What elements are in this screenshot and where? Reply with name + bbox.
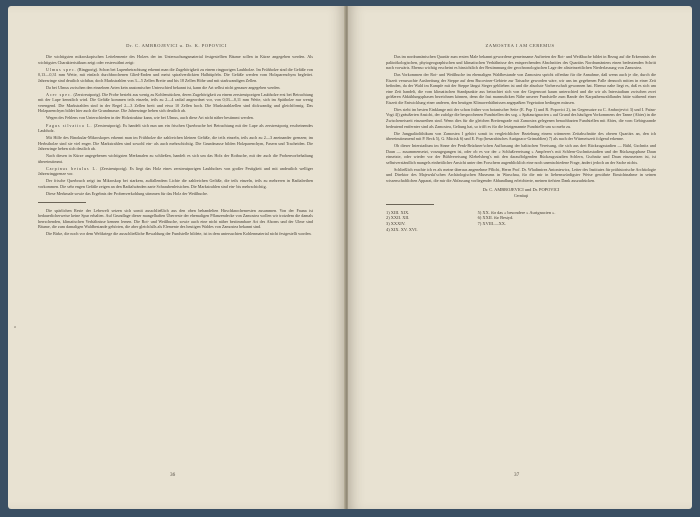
left-page: [8, 6, 345, 509]
taxon-term: Ulmus spec.: [46, 66, 77, 72]
right-page-number: 37: [514, 472, 520, 478]
left-paragraph: Acer spec. (Zerstreutporig). Die Probe besteht aus wenig zu Kohlenstücken, deren Zugehörigkeit zu einem zerstreutporigen Laubholze erst bei Betrachtung mit der Lupe kenntlich wird. Die Gefäße kommen teils einzeln, teils zu 2—4 radial angeordnet vor, von 0,03—0,11 mm Weite, sich im Spätholze nur wenig verengend. Die Markstrahlen sind in der Regel 2—3 Zellen breit und etwa 10 Zellen hoch. Die Markstrahlzellen sind dickwandig und gleichförmig. Das Holzparenchym bildet hier auch die Grundmasse. Die Jahresringe heben sich deutlich ab.: [38, 91, 313, 114]
left-paragraph: Fagus silvatica L. (Zerstreutporig). Es handelt sich nun um ein frischen Querbruche bei Betrachtung mit der Lupe als zerstreutporig erscheinendes Laubholz.: [38, 122, 313, 134]
footnotes-left-column: [386, 210, 418, 233]
footnote: 6) XXII. für Bestyd.: [477, 215, 514, 221]
footnote: 4) XIX. XV. XVI.: [386, 226, 418, 232]
left-paragraph: Ulmus spec. (Ringporig). Schon bei Lupenbetrachtung erkennt man die Zugehörigkeit zu einem ringporigen Laubholze. Im Frühholze sind die Gefäße von 0,13—0,31 mm Weite, mit einfach durchbrochenen Glied-Enden und meist spiralverdickten Halbtüpfeln. Die Gefäße werden vom Holzparenchym begleitet. Jahresringe sind deutlich sichtbar, doch Markstrahlen von 3—5 Zellen Breite und bis 18 Zellen Höhe und mit starkwandigen Zellen.: [38, 66, 313, 83]
footnote: 7) XVIII.—XX.: [477, 221, 507, 227]
right-paragraph: Dies steht im besten Einklange mit der schon früher von botanischer Seite (E. Pop 1) und R. Popovici 2), im Gegensatze zu C. Ambrojevici 3) und I. Paina-Vogt 4)) geäußerten Ansicht, der zufolge die besprochenen Fundstellen des sog. « Spätaurignacien » auf Grund des häufigen Vorkommens der Tanne (Abies) in die Zwischeneiszeit einzureihen sind. Wenn dies für die gleichen Breitengrade mit Zamostea gelegenen benachbarten Fundstellen mit Abies, die vom Gebirgsrande bedeutend entfernter sind als Zamostea, Geltung hat, so trifft es für die letztgenannte Fundstelle um so mehr zu.: [386, 106, 656, 129]
footnote: 5) XX. für das « besondere » Aurignacien ».: [477, 209, 556, 215]
left-paragraph: Diese Merkmale sowie das Ergebnis der Probenverkohlung stimmen für das Holz der Weißbuche.: [46, 191, 208, 197]
footnotes-right-column: [478, 210, 556, 233]
footnote-rule: [386, 204, 434, 205]
left-paragraph: Die spärlichen Reste der Lebewelt setzen sich somit ausschließlich aus den oben behandelten Hirschknochenresten zusammen. Von der Fauna ist bedauerlicherweise keine Spur erhalten. Auf Grundlage dieser mangelhaften Überreste der ehemaligen Pflanzendecke von Zamostea wollen wir trotzdem die damals herrschenden, klimatischen Verhältnisse kennen lernen. Die Rot- und Weißbuche, sowie auch eine nicht näher bestimmbare Art des Ahorns und der Ulme sind Bäume, die zum damaligen Waldbestande gehörten, die aber gleichfalls als Elemente des heutigen Waldes von Zamostea bekannt sind.: [38, 207, 313, 230]
left-paragraph: Carpinus betulus L. (Zerstreutporig). Es liegt das Holz eines zerstreutporigen Laubholzes von großer Festigkeit und mit undeutlich welliger Jahresringgrenze vor.: [38, 165, 313, 177]
signature-authors: Dr. C. AMBROJEVICI und Dr. POPOVICI: [482, 186, 560, 192]
taxon-term: Carpinus betulus L.: [46, 165, 98, 171]
signature-block: [386, 187, 656, 199]
right-body-text: [386, 54, 656, 233]
right-paragraph: Das Vorkommen der Rot- und Weißbuche im ehemaligen Waldbestande von Zamostea spricht offenbar für die Annahme, daß wenn auch je die, durch die Eiszeit verursachte Ausbreitung der Steppe auf dem Bucoviner-Gebiete zur Tatsache geworden wäre, wir uns im gegebenen Falle dennoch mitten in einer Zeit befinden, da der Wald im Kampfe mit der Steppe längst Sieger geblieben ist und die absolute Vorherrschaft gewonnen hat. Ebenso nahe liegt es, daß es sich um eine Zeit handelt, die vom klimatischen Standpunkte aus betrachtet sich von der Gegenwart kaum unterschied und die wir als Interstadium zwischen zwei größeren Abkühlungsphasen bezeichnen können, denn die fast mannsdicken Nähe unserer Fundstelle zum Rande der Karpathenwaldlandes hätte während einer Eiszeit die Entwicklung einer anderen, den heutigen Klimaverhältnissen angepaßten Vegetation bedingen müssen.: [386, 72, 656, 105]
right-paragraph: Ob dieser Interstadium im Sinne der Penk-Brückner'schen Auffassung der baltischen Vereisung, die sich aus drei Rückzugsstadien — Bühl, Gschnitz und Daun — zusammensetzt, vorzugegangen ist, oder ob es vor der « Schlußvereisung » Ampferer's mit Schlern-Gschnitzstadien und der Rückzugsphase Daun einsetzte, oder wieder vor der Bühlvereisung Klebelsberg's mit den darauffolgenden Rückzugsstadien Schlern, Gschnitz und Daun einzusetzen ist, ist selbstverständlich mangels einheitlicher Ansicht unter den Forschern augenblicklich eine noch unentschiedene Frage, ändert jedoch an der Sache nichts.: [386, 143, 656, 165]
left-paragraph: Nach diesen in Kürze angegebenen wichtigsten Merkmalen zu schließen, handelt es sich um das Holz der Rotbuche, mit der auch die Probenvorbehaltung übereinstimmt.: [38, 153, 313, 164]
footnote: 3) XXXIV.: [386, 221, 406, 227]
left-paragraph: Da bei Ulmus zwischen den einzelnen Arten kein anatomischer Unterschied bekannt ist, kann die Art selbst nicht genauer angegeben werden.: [46, 84, 281, 90]
left-paragraph: Die wichtigsten mikroskopischen Leitelemente des Holzes der im Untersuchungsmaterial festgestellten Bäume sollen in Kürze angegeben werden. Als wichtigstes Charakteristikum zeigt oder ersterwähnt zeigt:: [38, 54, 313, 65]
left-paragraph: Wegen des Fehlens von Unterschieden in der Holzstruktur kann, wie bei Ulmus, auch diese Art nicht näher bestimmt werden.: [46, 115, 254, 121]
footnote: 2) XXII. XII.: [386, 215, 410, 221]
right-paragraphs: [386, 54, 656, 184]
taxon-term: Acer spec.: [46, 91, 73, 97]
section-rule: [38, 202, 86, 203]
left-body-text: [38, 54, 313, 238]
left-corner-mark: a: [14, 324, 16, 329]
right-running-head: ZAMOSTEA I AM CEREMUS: [485, 43, 555, 48]
left-paragraph: Mit Hilfe des Binokular-Mikroskopes erkennt man im Frühholze die zahlreichen kleinen Gefäße, die teils einzeln, teils auch zu 2—3 aneinander grenzen; im Herbstholze sind sie viel enger. Die Markstrahlen sind sowohl ein- als auch mehrschichtig. Die Grundmasse bilden Holzparenchym, Fasern und Tracheiden. Die Jahresringe heben sich deutlich ab.: [38, 135, 313, 152]
footnotes: [386, 210, 656, 233]
left-paragraph: Der frische Querbruch zeigt im Mikroskop bei starkem, auffallendem Lichte die zahlreichen Gefäße, die teils einzeln, teils zu mehreren in Radialreihen vorkommen. Die sehr engen Gefäße zeigen an den Radialwänden zarte Schraubenleistchen. Die Markstrahlen sind ein- bis mehrschichtig.: [38, 178, 313, 189]
footnote: 1) XIII. XIX.: [386, 209, 410, 215]
signature-city: Cernăuţi: [513, 192, 529, 198]
left-paragraph: Die Birke, die noch vor dem Weltkriege die ausschließliche Bewaldung der Fundstelle bildete, ist in dem untersuchten Kohlenmaterial nicht festgestellt worden.: [46, 231, 312, 237]
right-paragraph: Die Jungpaläolithikum von Zamostea I gehört somit in vergleichlicher Beziehung einem wärmeren Zeitabschnitte des oberen Quartärs an, den ich übereinstimmend mit P. Beck 5), G. Mücisk 6) und E. Pop (besarabisches Aurignaco-Grimaldien) 7) als nach der Würmeiszeit folgend erkenne.: [386, 130, 656, 142]
taxon-term: Fagus silvatica L.: [46, 122, 93, 128]
right-page: [348, 6, 692, 509]
left-running-head: Dr. C. AMBROJEVICI u. Dr. K. POPOVICI: [126, 43, 227, 48]
left-page-number: 36: [170, 472, 176, 478]
right-paragraph: Das im nordrumänischen Quartär zum ersten Male bekannt gewordene gemeinsame Auftreten der Rot- und Weißbuche bildet in Bezug auf die Erkenntnis der paläoökologischen, phytogeographischen und klimatischen Verhältnisse des entsprechenden Abschnittes des Quartärs Nordrumäniens einen bedeutenden Schritt nach vorwärts. Ebenso wichtig erscheint es hinsichtlich der Bestimmung der geochronologischen Lage der altsteinzeitlichen Niederlassung von Zamostea.: [386, 54, 656, 71]
right-paragraph: Schließlich erachte ich es als meine überaus angenehme Pflicht, Herrn Prof. Dr. Wladimirez Antoniewicz, Leiter des Institutes für prähistorische Archäologie und Direktor des Majewski'schen Archäologischen Museums in Warschau, für die mir in liebenswürdigster Weise gewährte Einsichtnahme in seinen wissenschaftlichen Apparat, die mir die Abfassung vorliegender Abhandlung erleichterte, meinen tiefsten Dank auszudrücken.: [386, 166, 656, 183]
